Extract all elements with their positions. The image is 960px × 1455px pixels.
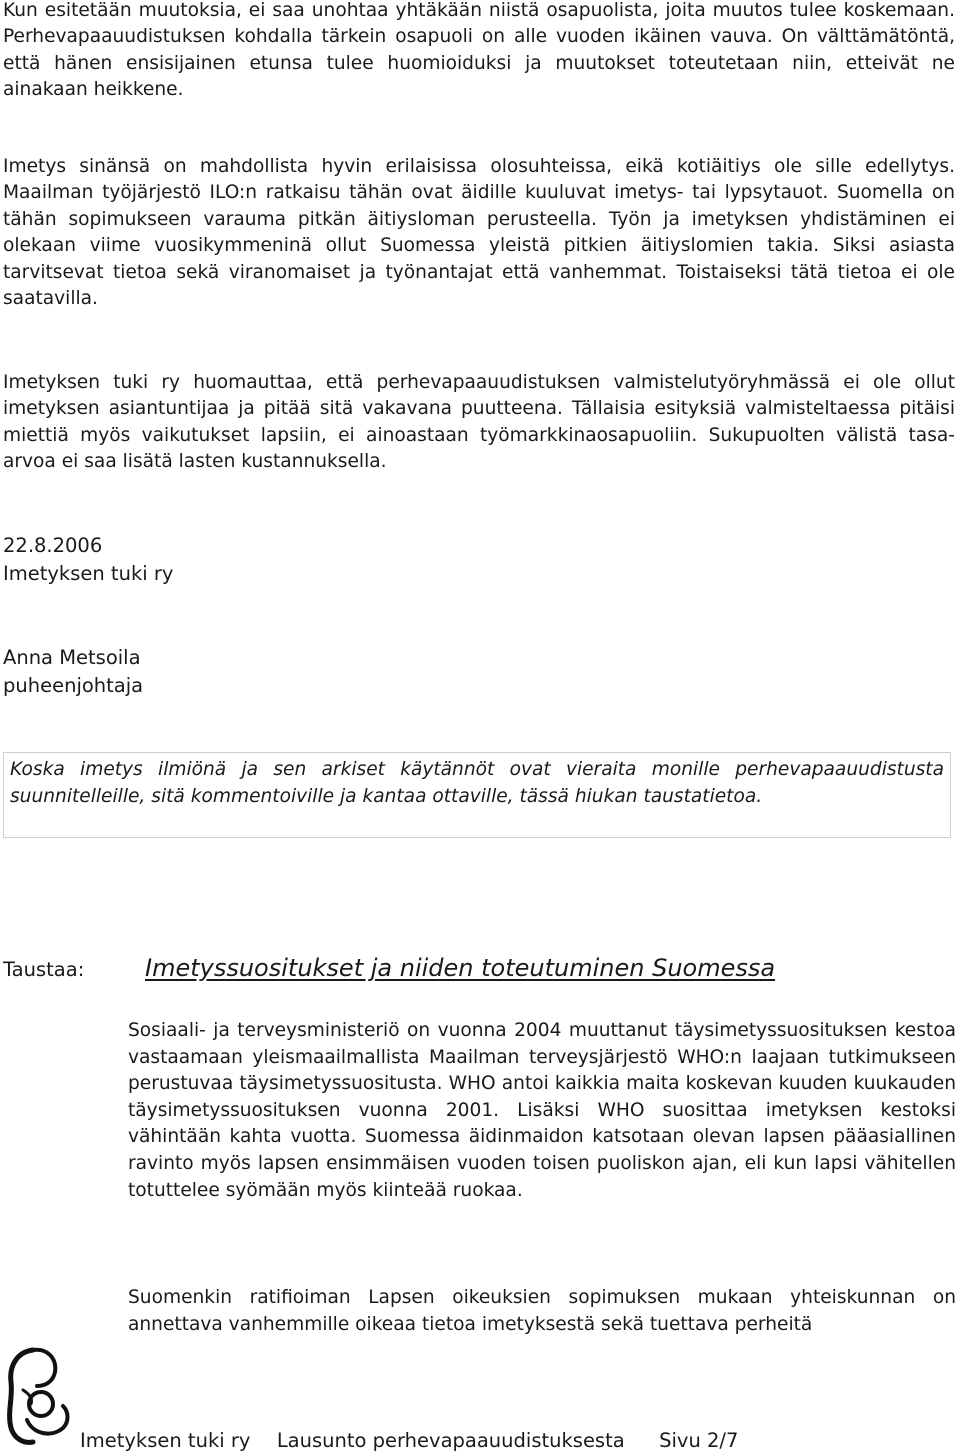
paragraph-ilo: Imetys sinänsä on mahdollista hyvin erilaisissa olosuhteissa, eikä kotiäitiys ole sille edellytys. Maailman työjärjestö ILO:n ratkaisu tähän ovat äidille kuuluvat imetys- tai lypsytauot. Suomella on tähän sopimukseen varauma pitkän äitiysloman perusteella. Työn ja imetyksen yhdistäminen ei olekaan viime vuosikymmeninä ollut Suomessa yleistä pitkien äitiyslomien takia. Siksi asiasta tarvitsevat tietoa sekä viranomaiset ja työnantajat että vanhemmat. Toistaiseksi tätä tietoa ei ole saatavilla. xyxy=(3,156,955,310)
paragraph-recommendations: Sosiaali- ja terveysministeriö on vuonna 2004 muuttanut täysimetyssuosituksen kestoa vastaamaan yleismaailmallista Maailman terveysjärjestö WHO:n laajaan tutkimukseen perustuvaa täysimetyssuositusta. WHO antoi kaikkia maita koskevan kuuden kuukauden täysimetyssuosituksen vuonna 2001. Lisäksi WHO suosittaa imetyksen kestoksi vähintään kahta vuotta. Suomessa äidinmaidon katsotaan olevan lapsen pääasiallinen ravinto myös lapsen ensimmäisen vuoden toisen puoliskon ajan, eli kun lapsi vähitellen totuttelee syömään myös kiinteää ruokaa. xyxy=(128,1020,956,1201)
section-label: Taustaa: xyxy=(3,958,85,981)
section-title: Imetyssuositukset ja niiden toteutuminen Suomessa xyxy=(145,954,776,982)
signature-date: 22.8.2006 xyxy=(3,534,103,557)
signature-organization: Imetyksen tuki ry xyxy=(3,562,174,585)
signature-role: puheenjohtaja xyxy=(3,674,144,697)
footer-document-title: Lausunto perhevapaauudistuksesta xyxy=(276,1429,625,1452)
background-note-text: Koska imetys ilmiönä ja sen arkiset käytännöt ovat vieraita monille perhevapaauudistusta suunnitelleille, sitä kommentoiville ja kantaa ottaville, tässä hiukan taustatietoa. xyxy=(10,759,944,807)
paragraph-child-rights: Suomenkin ratifioiman Lapsen oikeuksien sopimuksen mukaan yhteiskunnan on annettava vanhemmille oikeaa tietoa imetyksestä sekä tuettava perheitä xyxy=(128,1287,956,1335)
background-note-box xyxy=(3,752,951,838)
mother-and-child-logo-icon xyxy=(3,1342,75,1446)
footer-organization: Imetyksen tuki ry xyxy=(80,1429,251,1452)
page-footer xyxy=(80,1427,738,1455)
footer-page-number: Sivu 2/7 xyxy=(659,1429,739,1452)
signature-name: Anna Metsoila xyxy=(3,646,141,669)
paragraph-intro: Kun esitetään muutoksia, ei saa unohtaa yhtäkään niistä osapuolista, joita muutos tulee koskemaan. Perhevapaauudistuksen kohdalla tärkein osapuoli on alle vuoden ikäinen vauva. On välttämätöntä, että hänen ensisijainen etunsa tulee huomioiduksi ja muutokset toteutetaan niin, etteivät ne ainakaan heikkene. xyxy=(3,0,955,101)
paragraph-statement: Imetyksen tuki ry huomauttaa, että perhevapaauudistuksen valmistelutyöryhmässä ei ole ollut imetyksen asiantuntijaa ja pitää sitä vakavana puutteena. Tällaisia esityksiä valmisteltaessa pitäisi miettiä myös vaikutukset lapsiin, ei ainoastaan työmarkkinaosapuoliin. Sukupuolten välistä tasa-arvoa ei saa lisätä lasten kustannuksella. xyxy=(3,372,955,473)
